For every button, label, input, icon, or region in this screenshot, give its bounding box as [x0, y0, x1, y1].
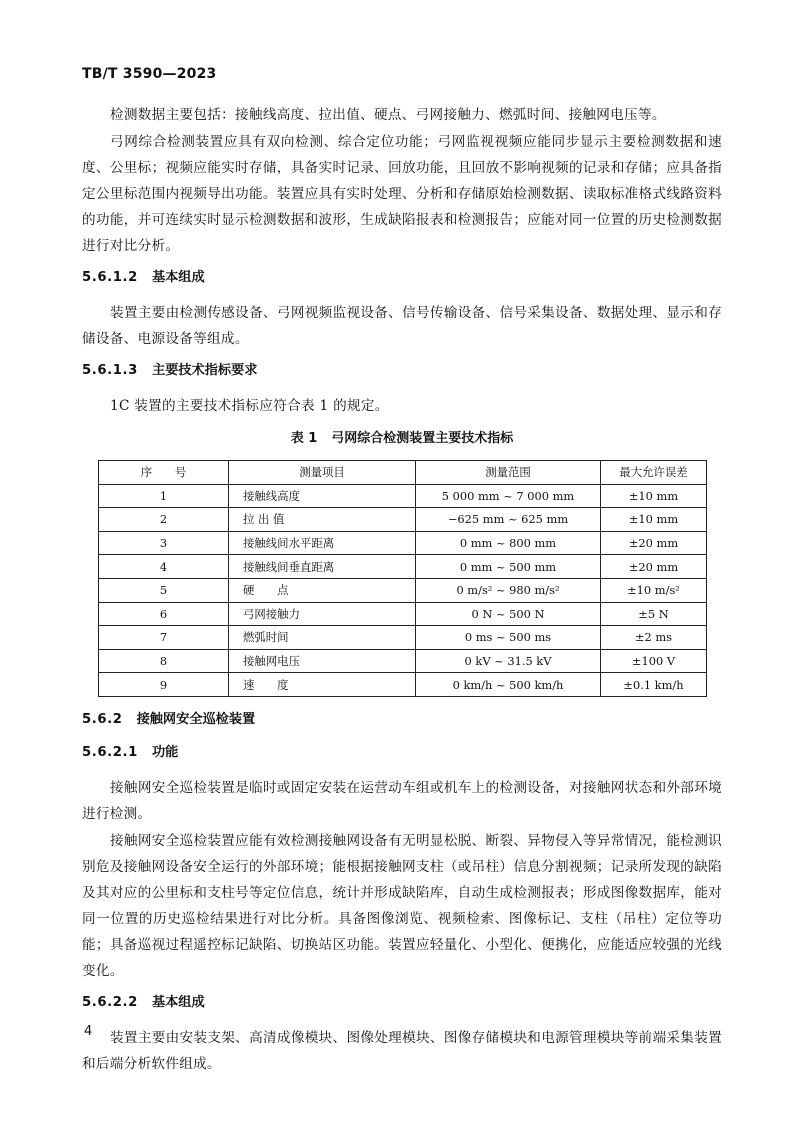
cell-error: ±5 N [601, 602, 707, 626]
cell-no: 8 [99, 649, 229, 673]
cell-range: −625 mm ~ 625 mm [416, 508, 601, 532]
cell-no: 9 [99, 673, 229, 697]
cell-item: 速 度 [229, 673, 416, 697]
table-row [99, 626, 707, 650]
cell-item: 燃弧时间 [229, 626, 416, 650]
cell-error: ±10 mm [601, 508, 707, 532]
section-heading [82, 992, 722, 1014]
column-header-no: 序 号 [99, 461, 229, 485]
cell-no: 3 [99, 531, 229, 555]
section-title: 基本组成 [151, 994, 205, 1010]
paragraph: 检测数据主要包括：接触线高度、拉出值、硬点、弓网接触力、燃弧时间、接触网电压等。 [110, 107, 666, 123]
section-number: 5.6.2.2 [82, 994, 138, 1010]
column-header-range: 测量范围 [416, 461, 601, 485]
standard-code: TB/T 3590—2023 [82, 66, 217, 82]
cell-no: 5 [99, 578, 229, 602]
cell-error: ±0.1 km/h [601, 673, 707, 697]
page-number: 4 [84, 1024, 93, 1039]
paragraph: 1C 装置的主要技术指标应符合表 1 的规定。 [110, 398, 389, 414]
spec-table [98, 460, 707, 697]
column-header-error: 最大允许误差 [601, 461, 707, 485]
section-heading [82, 267, 722, 289]
table-row [99, 578, 707, 602]
cell-no: 6 [99, 602, 229, 626]
table-row [99, 602, 707, 626]
table-row [99, 508, 707, 532]
section-heading [82, 360, 722, 382]
cell-no: 1 [99, 484, 229, 508]
table-row [99, 484, 707, 508]
cell-range: 0 ms ~ 500 ms [416, 626, 601, 650]
cell-range: 0 m/s² ~ 980 m/s² [416, 578, 601, 602]
cell-item: 接触线高度 [229, 484, 416, 508]
cell-error: ±20 mm [601, 555, 707, 579]
section-title: 功能 [151, 744, 179, 760]
table-title [82, 427, 722, 446]
cell-error: ±100 V [601, 649, 707, 673]
cell-item: 接触网电压 [229, 649, 416, 673]
cell-no: 4 [99, 555, 229, 579]
cell-range: 0 mm ~ 800 mm [416, 531, 601, 555]
cell-item: 硬 点 [229, 578, 416, 602]
section-number: 5.6.2 [82, 711, 123, 727]
cell-item: 接触线间水平距离 [229, 531, 416, 555]
cell-range: 0 N ~ 500 N [416, 602, 601, 626]
table-row [99, 555, 707, 579]
table-number: 表 1 [290, 431, 318, 446]
table-row [99, 673, 707, 697]
section-title: 基本组成 [151, 270, 205, 285]
cell-no: 7 [99, 626, 229, 650]
table-header-row [99, 461, 707, 485]
cell-error: ±10 m/s² [601, 578, 707, 602]
cell-range: 5 000 mm ~ 7 000 mm [416, 484, 601, 508]
cell-error: ±20 mm [601, 531, 707, 555]
cell-no: 2 [99, 508, 229, 532]
table-row [99, 649, 707, 673]
column-header-item: 测量项目 [229, 461, 416, 485]
cell-error: ±10 mm [601, 484, 707, 508]
section-title: 接触网安全巡检装置 [136, 711, 256, 727]
cell-item: 接触线间垂直距离 [229, 555, 416, 579]
paragraph: 接触网安全巡检装置应能有效检测接触网设备有无明显松脱、断裂、异物侵入等异常情况，能检测识别危及接触网设备安全运行的外部环境；能根据接触网支柱（或吊柱）信息分割视频；记录所发现的缺陷及其对应的公里标和支柱号等定位信息，统计并形成缺陷库，自动生成检测报表；形成图像数据库，能对同一位置的历史巡检结果进行对比分析。具备图像浏览、视频检索、图像标记、支柱（吊柱）定位等功能；具备巡视过程遥控标记缺陷、切换站区功能。装置应轻量化、小型化、便携化，应能适应较强的光线变化。 [82, 832, 722, 979]
section-number: 5.6.2.1 [82, 744, 138, 760]
section-number: 5.6.1.3 [82, 363, 138, 378]
cell-error: ±2 ms [601, 626, 707, 650]
paragraph: 装置主要由检测传感设备、弓网视频监视设备、信号传输设备、信号采集设备、数据处理、显示和存储设备、电源设备等组成。 [82, 305, 722, 347]
cell-range: 0 km/h ~ 500 km/h [416, 673, 601, 697]
section-title: 主要技术指标要求 [151, 363, 258, 378]
cell-range: 0 kV ~ 31.5 kV [416, 649, 601, 673]
section-heading [82, 709, 722, 731]
section-number: 5.6.1.2 [82, 270, 138, 285]
section-heading [82, 742, 722, 764]
cell-item: 拉 出 值 [229, 508, 416, 532]
paragraph: 装置主要由安装支架、高清成像模块、图像处理模块、图像存储模块和电源管理模块等前端采集装置和后端分析软件组成。 [82, 1029, 722, 1072]
document-body [82, 102, 722, 1078]
table-row [99, 531, 707, 555]
paragraph: 弓网综合检测装置应具有双向检测、综合定位功能；弓网监视视频应能同步显示主要检测数据和速度、公里标；视频应能实时存储，具备实时记录、回放功能，且回放不影响视频的记录和存储；应具备指定公里标范围内视频导出功能。装置应具有实时处理、分析和存储原始检测数据、读取标准格式线路资料的功能，并可连续实时显示检测数据和波形，生成缺陷报表和检测报告；应能对同一位置的历史检测数据进行对比分析。 [82, 134, 722, 254]
paragraph: 接触网安全巡检装置是临时或固定安装在运营动车组或机车上的检测设备，对接触网状态和外部环境进行检测。 [82, 779, 722, 822]
table-caption: 弓网综合检测装置主要技术指标 [331, 431, 514, 446]
cell-item: 弓网接触力 [229, 602, 416, 626]
cell-range: 0 mm ~ 500 mm [416, 555, 601, 579]
